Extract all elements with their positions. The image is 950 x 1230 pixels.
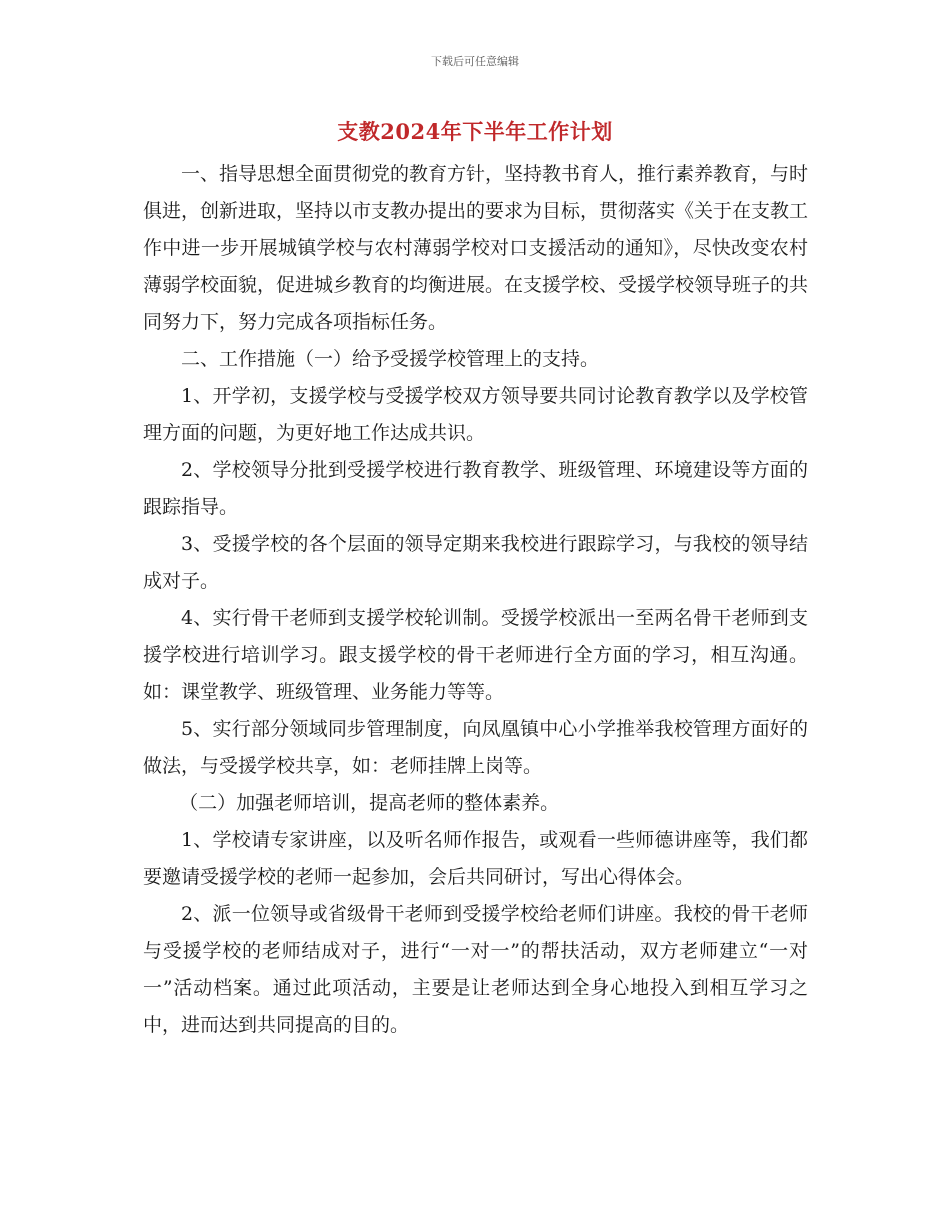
document-body	[143, 156, 808, 1044]
paragraph-measure-1: 1、开学初，支援学校与受援学校双方领导要共同讨论教育教学以及学校管理方面的问题，为更好地工作达成共识。	[143, 385, 808, 444]
paragraph-measure-3: 3、受援学校的各个层面的领导定期来我校进行跟踪学习，与我校的领导结成对子。	[143, 533, 808, 592]
paragraph-measure-4: 4、实行骨干老师到支援学校轮训制。受援学校派出一至两名骨干老师到支援学校进行培训学习。跟支援学校的骨干老师进行全方面的学习，相互沟通。如：课堂教学、班级管理、业务能力等等。	[143, 607, 808, 703]
paragraph-training-2: 2、派一位领导或省级骨干老师到受援学校给老师们讲座。我校的骨干老师与受援学校的老师结成对子，进行“一对一”的帮扶活动，双方老师建立“一对一”活动档案。通过此项活动，主要是让老师达到全身心地投入到相互学习之中，进而达到共同提高的目的。	[143, 903, 808, 1036]
paragraph-guiding-thought: 一、指导思想全面贯彻党的教育方针，坚持教书育人，推行素养教育，与时俱进，创新进取，坚持以市支教办提出的要求为目标，贯彻落实《关于在支教工作中进一步开展城镇学校与农村薄弱学校对口支援活动的通知》，尽快改变农村薄弱学校面貌，促进城乡教育的均衡进展。在支援学校、受援学校领导班子的共同努力下，努力完成各项指标任务。	[143, 163, 809, 333]
paragraph-training-1: 1、学校请专家讲座，以及听名师作报告，或观看一些师德讲座等，我们都要邀请受援学校的老师一起参加，会后共同研讨，写出心得体会。	[143, 829, 808, 888]
paragraph-work-measures: 二、工作措施（一）给予受援学校管理上的支持。	[181, 348, 600, 370]
document-title: 支教2024年下半年工作计划	[337, 119, 613, 144]
paragraph-measure-5: 5、实行部分领域同步管理制度，向凤凰镇中心小学推举我校管理方面好的做法，与受援学校共享，如：老师挂牌上岗等。	[143, 718, 808, 777]
page-header-note: 下载后可任意编辑	[431, 55, 519, 68]
paragraph-measure-2: 2、学校领导分批到受援学校进行教育教学、班级管理、环境建设等方面的跟踪指导。	[143, 459, 808, 518]
paragraph-section-two: （二）加强老师培训，提高老师的整体素养。	[179, 792, 560, 814]
